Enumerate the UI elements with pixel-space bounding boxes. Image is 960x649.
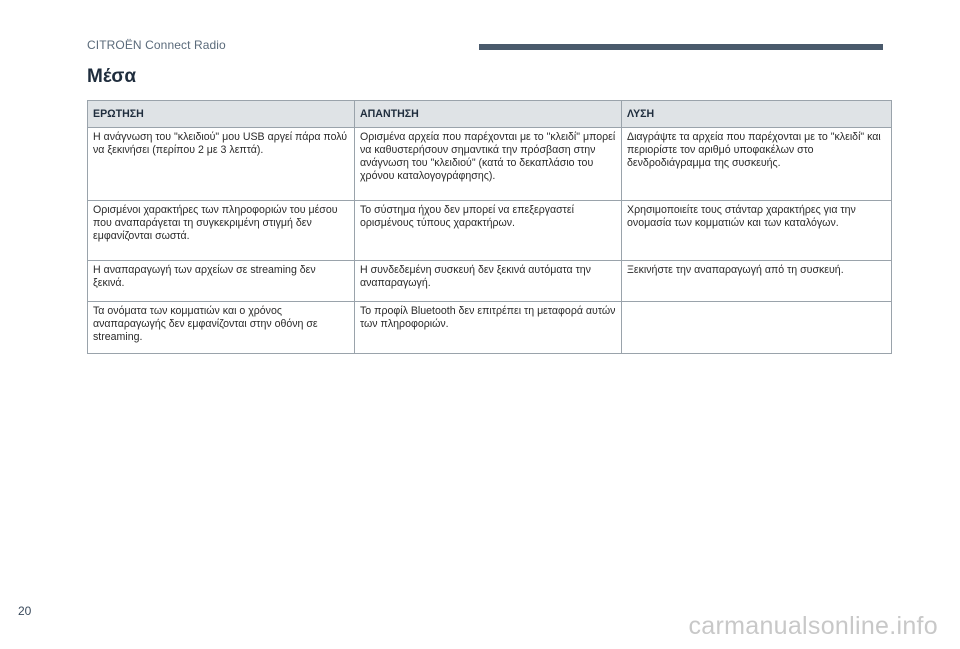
- table-row: [88, 128, 892, 201]
- answer-cell: Το προφίλ Bluetooth δεν επιτρέπει τη μεταφορά αυτών των πληροφοριών.: [355, 302, 622, 354]
- troubleshooting-table: [87, 100, 892, 354]
- question-cell: Ορισμένοι χαρακτήρες των πληροφοριών του μέσου που αναπαράγεται τη συγκεκριμένη στιγμή δεν εμφανίζονται σωστά.: [88, 201, 355, 261]
- table-row: [88, 201, 892, 261]
- page-title: Μέσα: [87, 66, 137, 87]
- answer-cell: Το σύστημα ήχου δεν μπορεί να επεξεργαστεί ορισμένους τύπους χαρακτήρων.: [355, 201, 622, 261]
- table-row: [88, 261, 892, 302]
- question-cell: Η ανάγνωση του "κλειδιού" μου USB αργεί πάρα πολύ να ξεκινήσει (περίπου 2 με 3 λεπτά).: [88, 128, 355, 201]
- column-header-solution: ΛΥΣΗ: [622, 101, 892, 128]
- solution-cell: Διαγράψτε τα αρχεία που παρέχονται με το "κλειδί" και περιορίστε τον αριθμό υποφακέλων στο δενδροδιάγραμμα της συσκευής.: [622, 128, 892, 201]
- column-header-question: ΕΡΩΤΗΣΗ: [88, 101, 355, 128]
- column-header-answer: ΑΠΑΝΤΗΣΗ: [355, 101, 622, 128]
- table-header-row: [88, 101, 892, 128]
- manual-header-title: CITROËN Connect Radio: [87, 38, 226, 52]
- solution-cell: Χρησιμοποιείτε τους στάνταρ χαρακτήρες για την ονομασία των κομματιών και των καταλόγων.: [622, 201, 892, 261]
- answer-cell: Ορισμένα αρχεία που παρέχονται με το "κλειδί" μπορεί να καθυστερήσουν σημαντικά την πρόσβαση στην ανάγνωση του "κλειδιού" (κατά το δεκαπλάσιο του χρόνου καταλογογράφησης).: [355, 128, 622, 201]
- question-cell: Η αναπαραγωγή των αρχείων σε streaming δεν ξεκινά.: [88, 261, 355, 302]
- solution-cell: Ξεκινήστε την αναπαραγωγή από τη συσκευή.: [622, 261, 892, 302]
- table-row: [88, 302, 892, 354]
- solution-cell: [622, 302, 892, 354]
- watermark-text: carmanualsonline.info: [688, 612, 938, 640]
- page-number: 20: [18, 604, 32, 618]
- header-divider-bar: [479, 44, 883, 50]
- question-cell: Τα ονόματα των κομματιών και ο χρόνος αναπαραγωγής δεν εμφανίζονται στην οθόνη σε streaming.: [88, 302, 355, 354]
- answer-cell: Η συνδεδεμένη συσκευή δεν ξεκινά αυτόματα την αναπαραγωγή.: [355, 261, 622, 302]
